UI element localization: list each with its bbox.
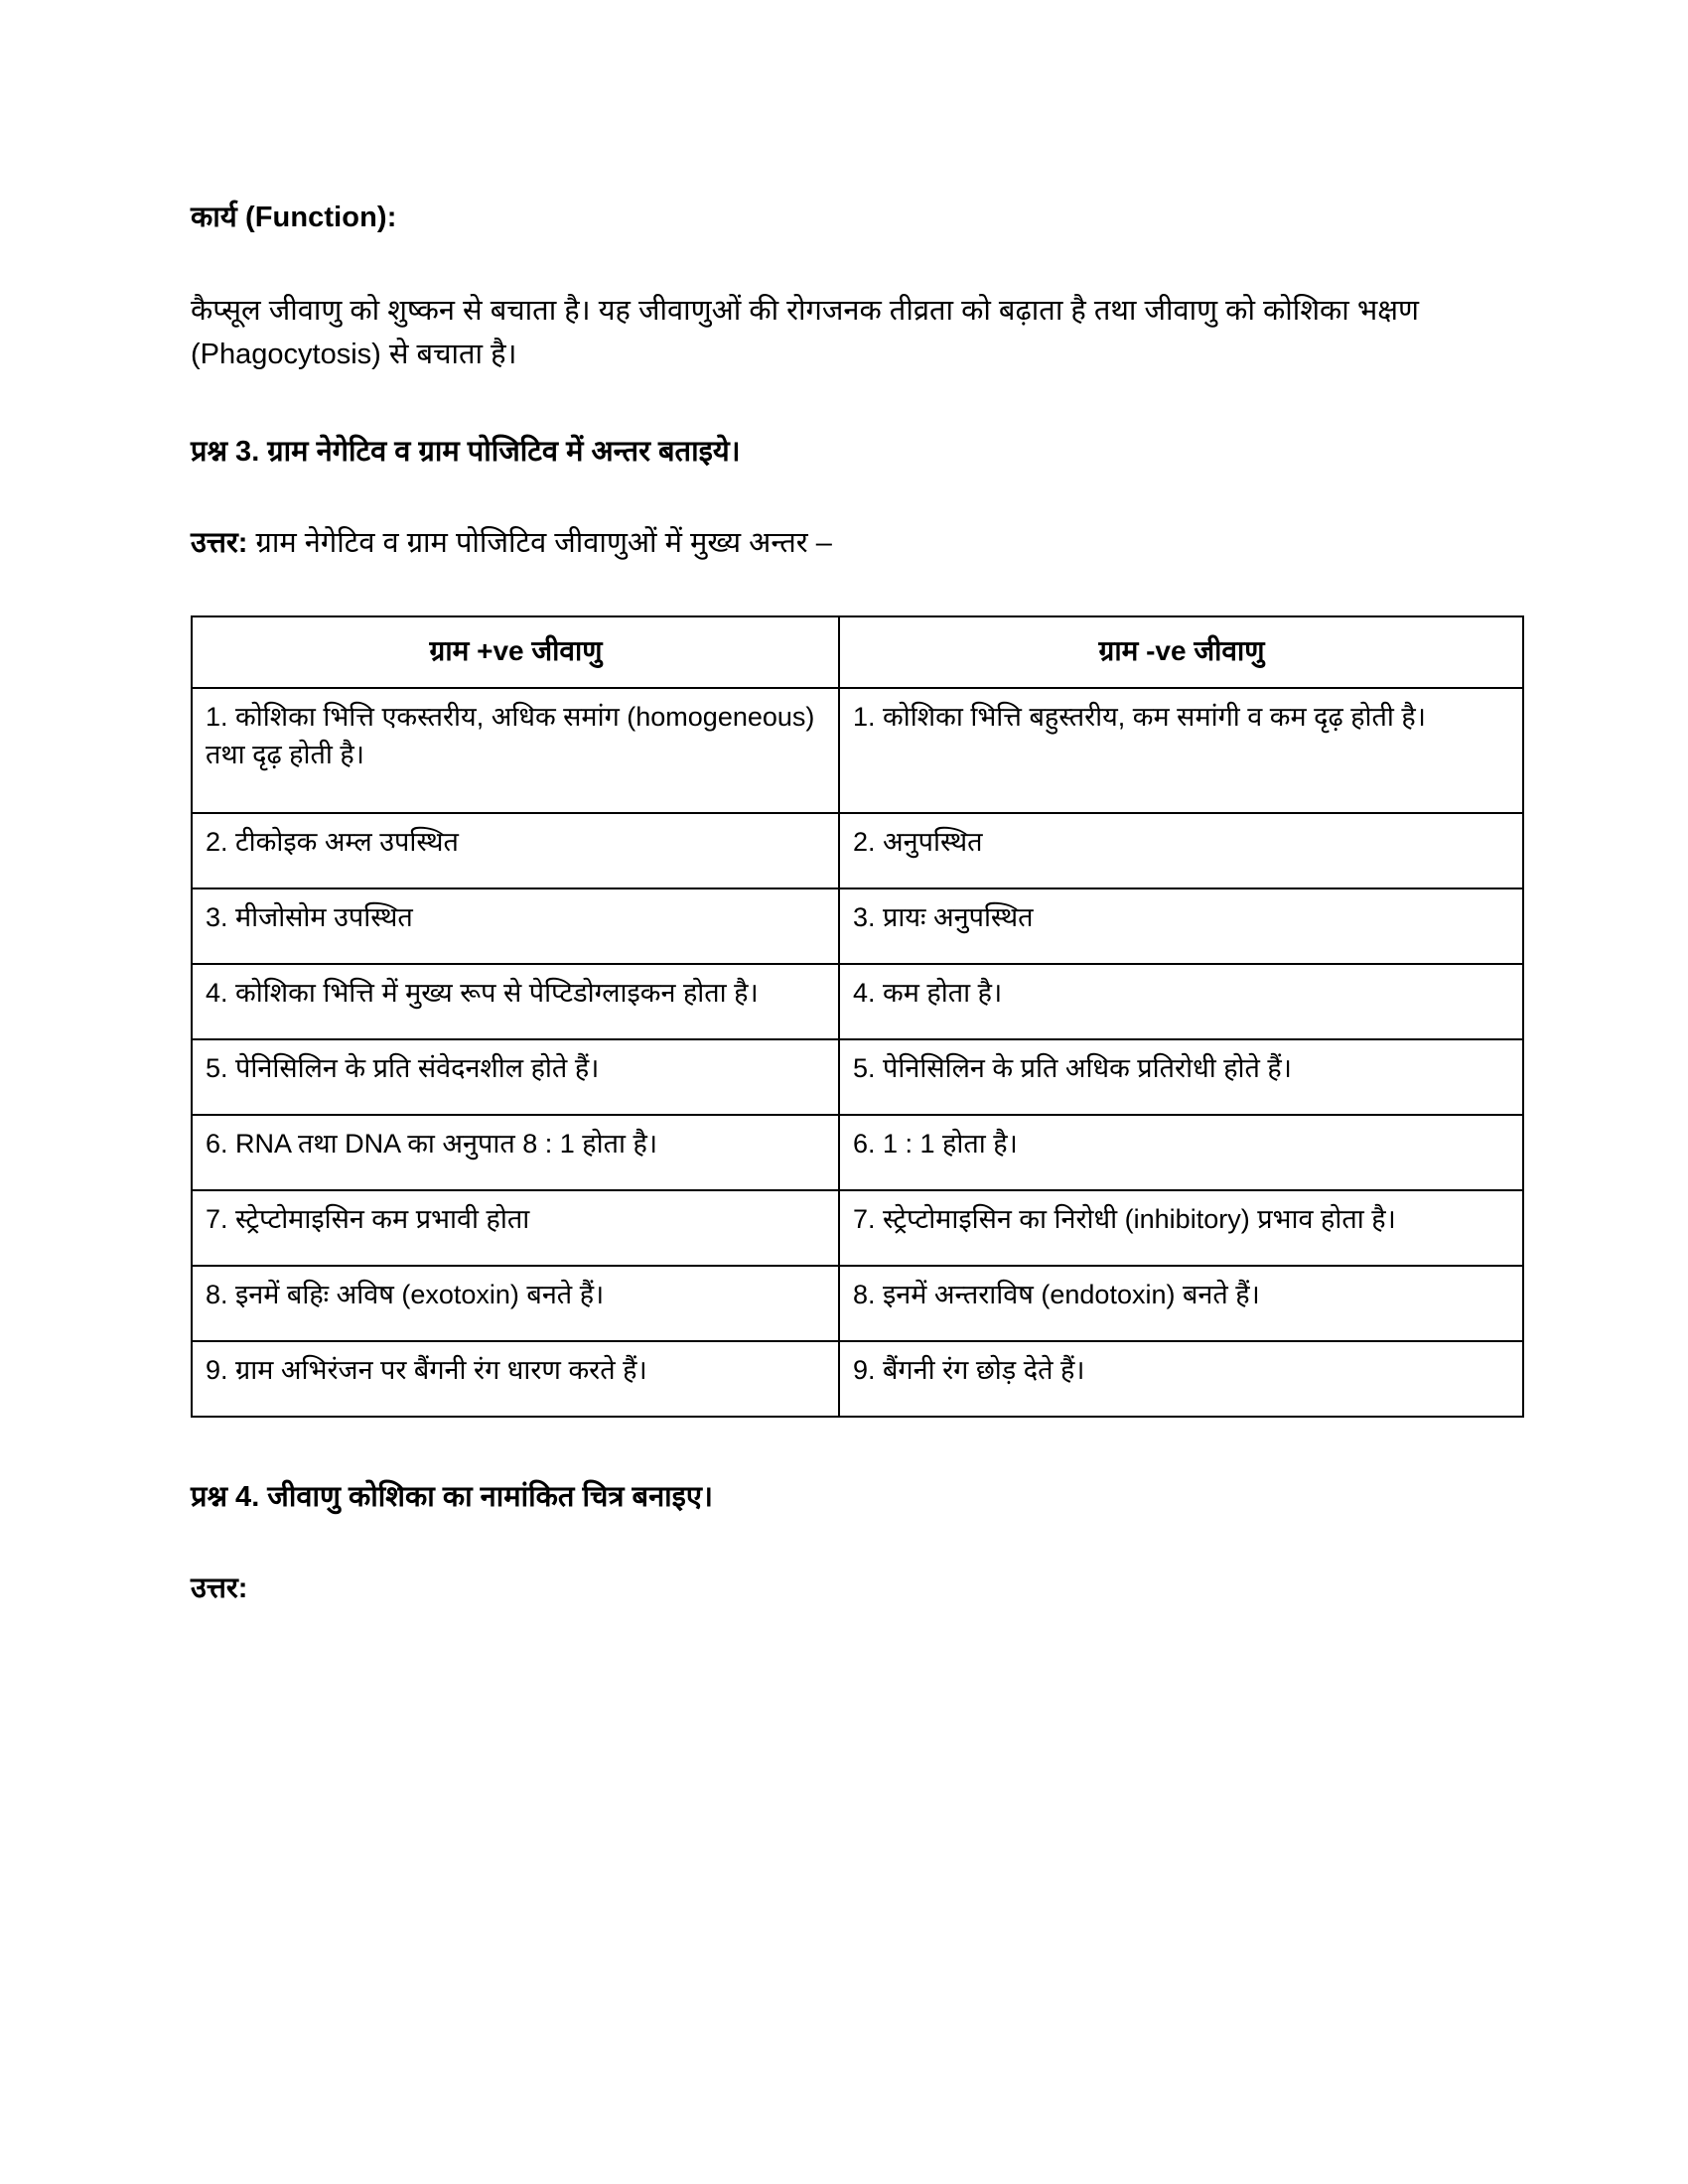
cell-gram-negative: 4. कम होता है। [839,964,1523,1039]
cell-gram-positive: 4. कोशिका भित्ति में मुख्य रूप से पेप्टिडोग्लाइकन होता है। [192,964,839,1039]
column-header-gram-negative: ग्राम -ve जीवाणु [839,616,1523,688]
table-header-row [192,616,1523,688]
cell-gram-negative: 6. 1 : 1 होता है। [839,1115,1523,1190]
table-row [192,1190,1523,1266]
table-row [192,888,1523,964]
table-row [192,1266,1523,1341]
column-header-gram-positive: ग्राम +ve जीवाणु [192,616,839,688]
cell-gram-negative: 5. पेनिसिलिन के प्रति अधिक प्रतिरोधी होते हैं। [839,1039,1523,1115]
function-paragraph: कैप्सूल जीवाणु को शुष्कन से बचाता है। यह जीवाणुओं की रोगजनक तीव्रता को बढ़ाता है तथा जीवाणु को कोशिका भक्षण (Phagocytosis) से बचाता है। [191,295,1420,371]
table-row [192,1115,1523,1190]
question-3-heading: प्रश्न 3. ग्राम नेगेटिव व ग्राम पोजिटिव में अन्तर बताइये। [191,436,741,469]
cell-gram-negative: 1. कोशिका भित्ति बहुस्तरीय, कम समांगी व कम दृढ़ होती है। [839,688,1523,813]
cell-gram-positive: 7. स्ट्रेप्टोमाइसिन कम प्रभावी होता [192,1190,839,1266]
cell-gram-negative: 9. बैंगनी रंग छोड़ देते हैं। [839,1341,1523,1417]
table-row [192,1341,1523,1417]
function-heading: कार्य (Function): [191,202,397,233]
cell-gram-positive: 6. RNA तथा DNA का अनुपात 8 : 1 होता है। [192,1115,839,1190]
cell-gram-positive: 1. कोशिका भित्ति एकस्तरीय, अधिक समांग (homogeneous) तथा दृढ़ होती है। [192,688,839,813]
table-row [192,688,1523,813]
table-body [192,688,1523,1417]
answer-text: ग्राम नेगेटिव व ग्राम पोजिटिव जीवाणुओं में मुख्य अन्तर – [247,526,832,559]
cell-gram-positive: 9. ग्राम अभिरंजन पर बैंगनी रंग धारण करते हैं। [192,1341,839,1417]
table-head [192,616,1523,688]
question-4-heading: प्रश्न 4. जीवाणु कोशिका का नामांकित चित्र बनाइए। [191,1480,713,1513]
table-row [192,1039,1523,1115]
cell-gram-positive: 3. मीजोसोम उपस्थित [192,888,839,964]
cell-gram-positive: 8. इनमें बहिः अविष (exotoxin) बनते हैं। [192,1266,839,1341]
answer-label: उत्तर: [191,526,248,559]
question-4-answer-label: उत्तर: [191,1572,248,1605]
cell-gram-negative: 7. स्ट्रेप्टोमाइसिन का निरोधी (inhibitory) प्रभाव होता है। [839,1190,1523,1266]
cell-gram-negative: 2. अनुपस्थित [839,813,1523,888]
question-3-answer-line [191,522,1514,564]
cell-gram-positive: 2. टीकोइक अम्ल उपस्थित [192,813,839,888]
table-bottom-spacer [191,1418,1514,1477]
table-row [192,964,1523,1039]
table-row [192,813,1523,888]
gram-comparison-table [191,615,1524,1418]
cell-gram-negative: 8. इनमें अन्तराविष (endotoxin) बनते हैं। [839,1266,1523,1341]
cell-gram-positive: 5. पेनिसिलिन के प्रति संवेदनशील होते हैं। [192,1039,839,1115]
cell-gram-negative: 3. प्रायः अनुपस्थित [839,888,1523,964]
